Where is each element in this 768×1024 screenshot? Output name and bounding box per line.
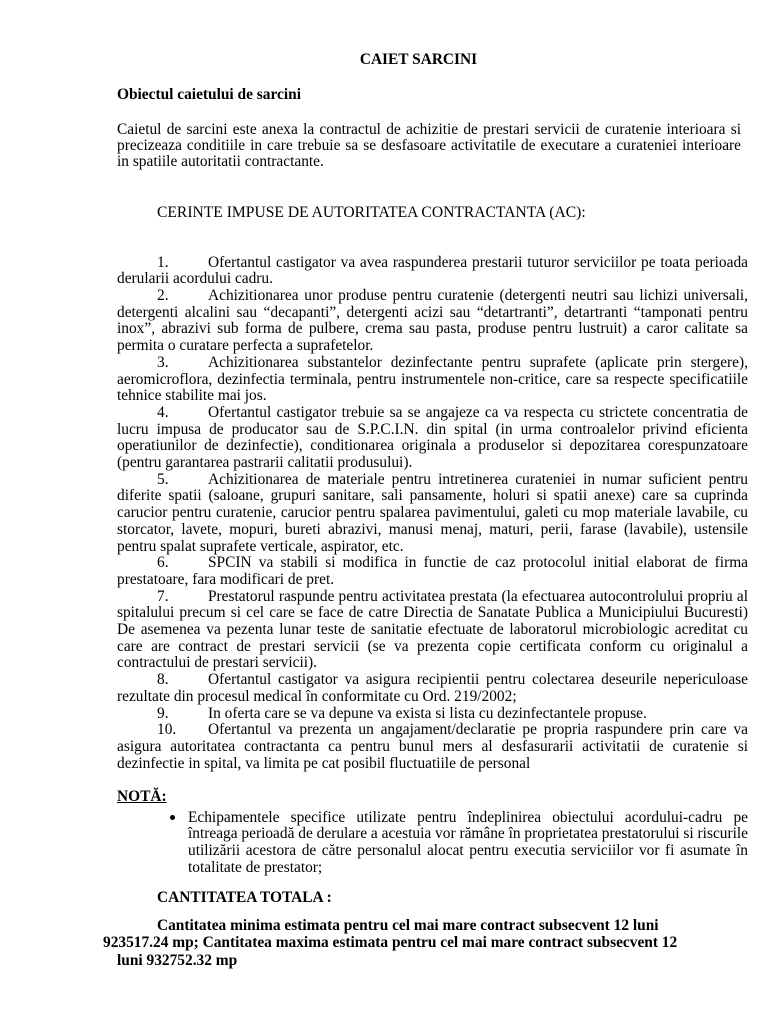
requirements-heading: CERINTE IMPUSE DE AUTORITATEA CONTRACTANTA (AC): bbox=[157, 203, 586, 221]
requirement-item bbox=[117, 555, 748, 588]
requirement-number: 1. bbox=[157, 253, 169, 271]
requirement-text: Ofertantul va prezenta un angajament/declaratie pe propria raspundere prin care va asigura autoritatea contractanta ca pentru bunul mers al desfasurarii activitatii de curatenie si dezinfectie in spital, va limita pe cat posibil fluctuatiile de personal bbox=[117, 721, 748, 772]
quantity-line: luni 932752.32 mp bbox=[117, 951, 238, 969]
requirement-item bbox=[117, 405, 748, 472]
note-heading: NOTĂ: bbox=[117, 787, 167, 805]
bullet-icon bbox=[170, 815, 175, 820]
requirement-text: SPCIN va stabili si modifica in functie de caz protocolul initial elaborat de firma prestatoare, fara modificari de pret. bbox=[117, 554, 748, 588]
requirement-number: 4. bbox=[157, 403, 169, 421]
requirement-item bbox=[117, 255, 748, 288]
requirement-number: 5. bbox=[157, 470, 169, 488]
requirement-number: 6. bbox=[157, 554, 169, 572]
requirement-text: Ofertantul castigator va asigura recipientii pentru colectarea deseurile nepericuloase rezultate din procesul medical în conformitate cu Ord. 219/2002; bbox=[117, 671, 748, 705]
document-title: CAIET SARCINI bbox=[359, 50, 478, 68]
requirement-number: 2. bbox=[157, 287, 169, 304]
requirement-text: In oferta care se va depune va exista si lista cu dezinfectantele propuse. bbox=[208, 704, 647, 722]
requirement-number: 10. bbox=[157, 721, 177, 739]
requirement-text: Ofertantul castigator va avea raspunderea prestarii tuturor serviciilor pe toata perioada derularii acordului cadru. bbox=[117, 253, 748, 288]
requirement-item bbox=[117, 288, 748, 355]
quantity-line: 923517.24 mp; Cantitatea maxima estimata pentru cel mai mare contract subsecvent 12 bbox=[103, 934, 678, 952]
document-body bbox=[103, 0, 748, 969]
requirement-item bbox=[117, 672, 748, 705]
intro-paragraph: Caietul de sarcini este anexa la contractul de achizitie de prestari servicii de curatenie interioara si precizeaza conditiile in care trebuie sa se desfasoare activitatile de executare a curateniei interioare in spatiile autoritatii contractante. bbox=[117, 120, 741, 170]
subject-heading: Obiectul caietului de sarcini bbox=[117, 85, 301, 103]
quantity-heading: CANTITATEA TOTALA : bbox=[157, 888, 332, 906]
requirement-text: Ofertantul castigator trebuie sa se angajeze ca va respecta cu strictete concentratia de lucru impusa de producator sau de S.P.C.I.N. din spital (in urma controalelor privind eficienta operatiunilor de dezinfectie), conditionarea originala a produselor si depozitarea corespunzatoare (pentru garantarea pastrarii calitatii produsului). bbox=[117, 403, 748, 472]
requirement-number: 3. bbox=[157, 353, 169, 371]
requirement-item bbox=[117, 355, 748, 405]
requirement-item bbox=[117, 706, 748, 723]
requirement-text: Achizitionarea substantelor dezinfectante pentru suprafete (aplicate prin stergere), aeromicroflora, dezinfectia terminala, pentru instrumentele non-critice, care sa respecte specificatiile tehnice stabilite mai jos. bbox=[117, 353, 748, 405]
note-list-item bbox=[188, 810, 748, 877]
requirements-list bbox=[117, 255, 748, 773]
requirement-number: 7. bbox=[157, 587, 169, 605]
requirement-item bbox=[117, 722, 748, 772]
requirement-text: Prestatorul raspunde pentru activitatea prestata (la efectuarea autocontrolului propriu al spitalului precum si cel care se face de catre Directia de Sanatate Publica a Municipiului Bucuresti) De asemenea va pezenta lunar teste de sanitatie efectuate de laboratorul microbiologic acreditat cu care are contract de prestari servicii (se va prezenta copie certificata conform cu originalul a contractului de prestari servicii). bbox=[117, 587, 748, 672]
requirement-item bbox=[117, 472, 748, 556]
requirement-item bbox=[117, 589, 748, 673]
requirement-number: 8. bbox=[157, 671, 169, 689]
requirement-text: Achizitionarea unor produse pentru curatenie (detergenti neutri sau lichizi universali, detergenti alcalini sau “decapanti”, detergenti acizi sau “detartranti”, detartranti “tamponati pentru inox”, abrazivi sub forma de pulbere, crema sau pasta, produse pentru lustruit) a caror calitate sa permita o curatare perfecta a suprafetelor. bbox=[117, 287, 748, 355]
quantity-line: Cantitatea minima estimata pentru cel mai mare contract subsecvent 12 luni bbox=[157, 916, 659, 934]
requirement-number: 9. bbox=[157, 704, 169, 722]
quantity-paragraph bbox=[103, 916, 748, 970]
note-text: Echipamentele specifice utilizate pentru îndeplinirea obiectului acordului-cadru pe întreaga perioadă de derulare a acestuia vor rămâne în proprietatea prestatorului si riscurile utilizării acestora de către personalul alocat pentru executia serviciilor vor fi asumate în totalitate de prestator; bbox=[188, 808, 748, 876]
requirement-text: Achizitionarea de materiale pentru intretinerea curateniei in numar suficient pentru diferite spatii (saloane, grupuri sanitare, sali pansamente, holuri si spatii anexe) care sa cuprinda carucior pentru curatenie, carucior pentru spalarea pavimentului, galeti cu mop materiale lavabile, cu storcator, lavete, mopuri, bureti abrazivi, manusi menaj, maturi, perii, farase (lavabile), ustensile pentru spalat suprafete verticale, aspirator, etc. bbox=[117, 470, 748, 555]
